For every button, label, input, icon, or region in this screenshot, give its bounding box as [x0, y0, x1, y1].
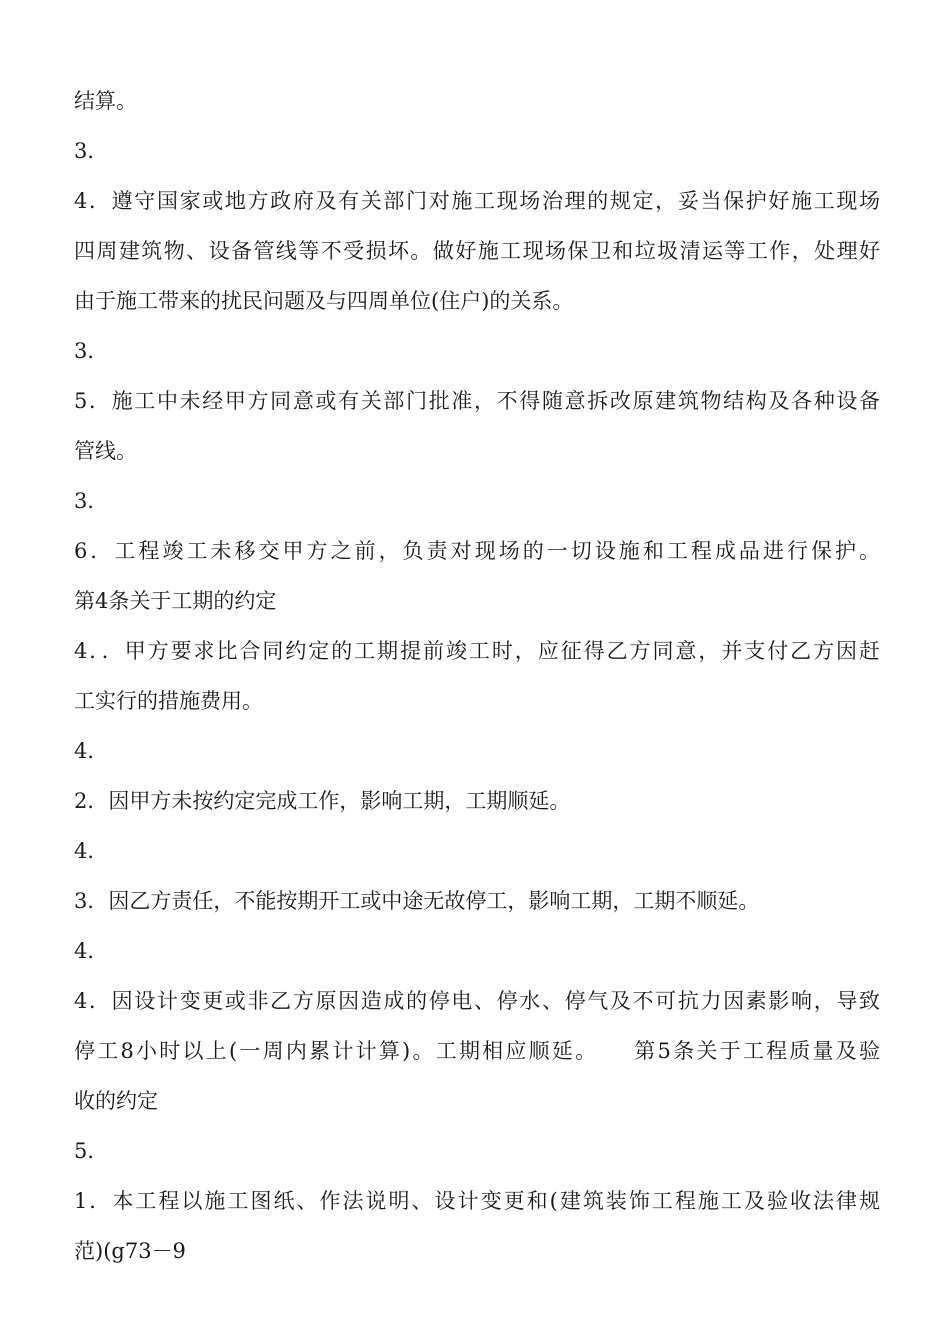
text-line: 工实行的措施费用。 [74, 689, 263, 713]
text-line: 由于施工带来的扰民问题及与四周单位(住户)的关系。 [74, 289, 574, 313]
text-line: 4．因设计变更或非乙方原因造成的停电、停水、停气及不可抗力因素影响，导致 [74, 989, 880, 1013]
text-line: 1．本工程以施工图纸、作法说明、设计变更和(建筑装饰工程施工及验收法律规 [74, 1189, 880, 1213]
text-line: 收的约定 [74, 1089, 158, 1113]
text-line: 3． [74, 489, 109, 513]
text-line: 3． [74, 339, 109, 363]
text-line: 四周建筑物、设备管线等不受损坏。做好施工现场保卫和垃圾清运等工作，处理好 [74, 239, 880, 263]
text-line: 4．遵守国家或地方政府及有关部门对施工现场治理的规定，妥当保护好施工现场 [74, 189, 880, 213]
document-page [74, 76, 880, 1276]
text-line: 停工8小时以上(一周内累计计算)。工期相应顺延。 第5条关于工程质量及验 [74, 1039, 880, 1063]
section-heading: 第4条关于工期的约定 [74, 589, 277, 613]
text-line: 3．因乙方责任，不能按期开工或中途无故停工，影响工期，工期不顺延。 [74, 889, 760, 913]
text-line: 管线。 [74, 439, 137, 463]
text-line: 4． [74, 739, 109, 763]
text-line: 2．因甲方未按约定完成工作，影响工期，工期顺延。 [74, 789, 571, 813]
text-line: 4． [74, 939, 109, 963]
text-line: 结算。 [74, 89, 137, 113]
text-line: 3． [74, 139, 109, 163]
text-line: 5． [74, 1139, 109, 1163]
text-line: 范)(g73－9 [74, 1239, 186, 1263]
text-line: 5．施工中未经甲方同意或有关部门批准，不得随意拆改原建筑物结构及各种设备 [74, 389, 880, 413]
text-line: 4．．甲方要求比合同约定的工期提前竣工时，应征得乙方同意，并支付乙方因赶 [74, 639, 880, 663]
text-line: 4． [74, 839, 109, 863]
text-line: 6．工程竣工未移交甲方之前，负责对现场的一切设施和工程成品进行保护。 [74, 539, 880, 563]
